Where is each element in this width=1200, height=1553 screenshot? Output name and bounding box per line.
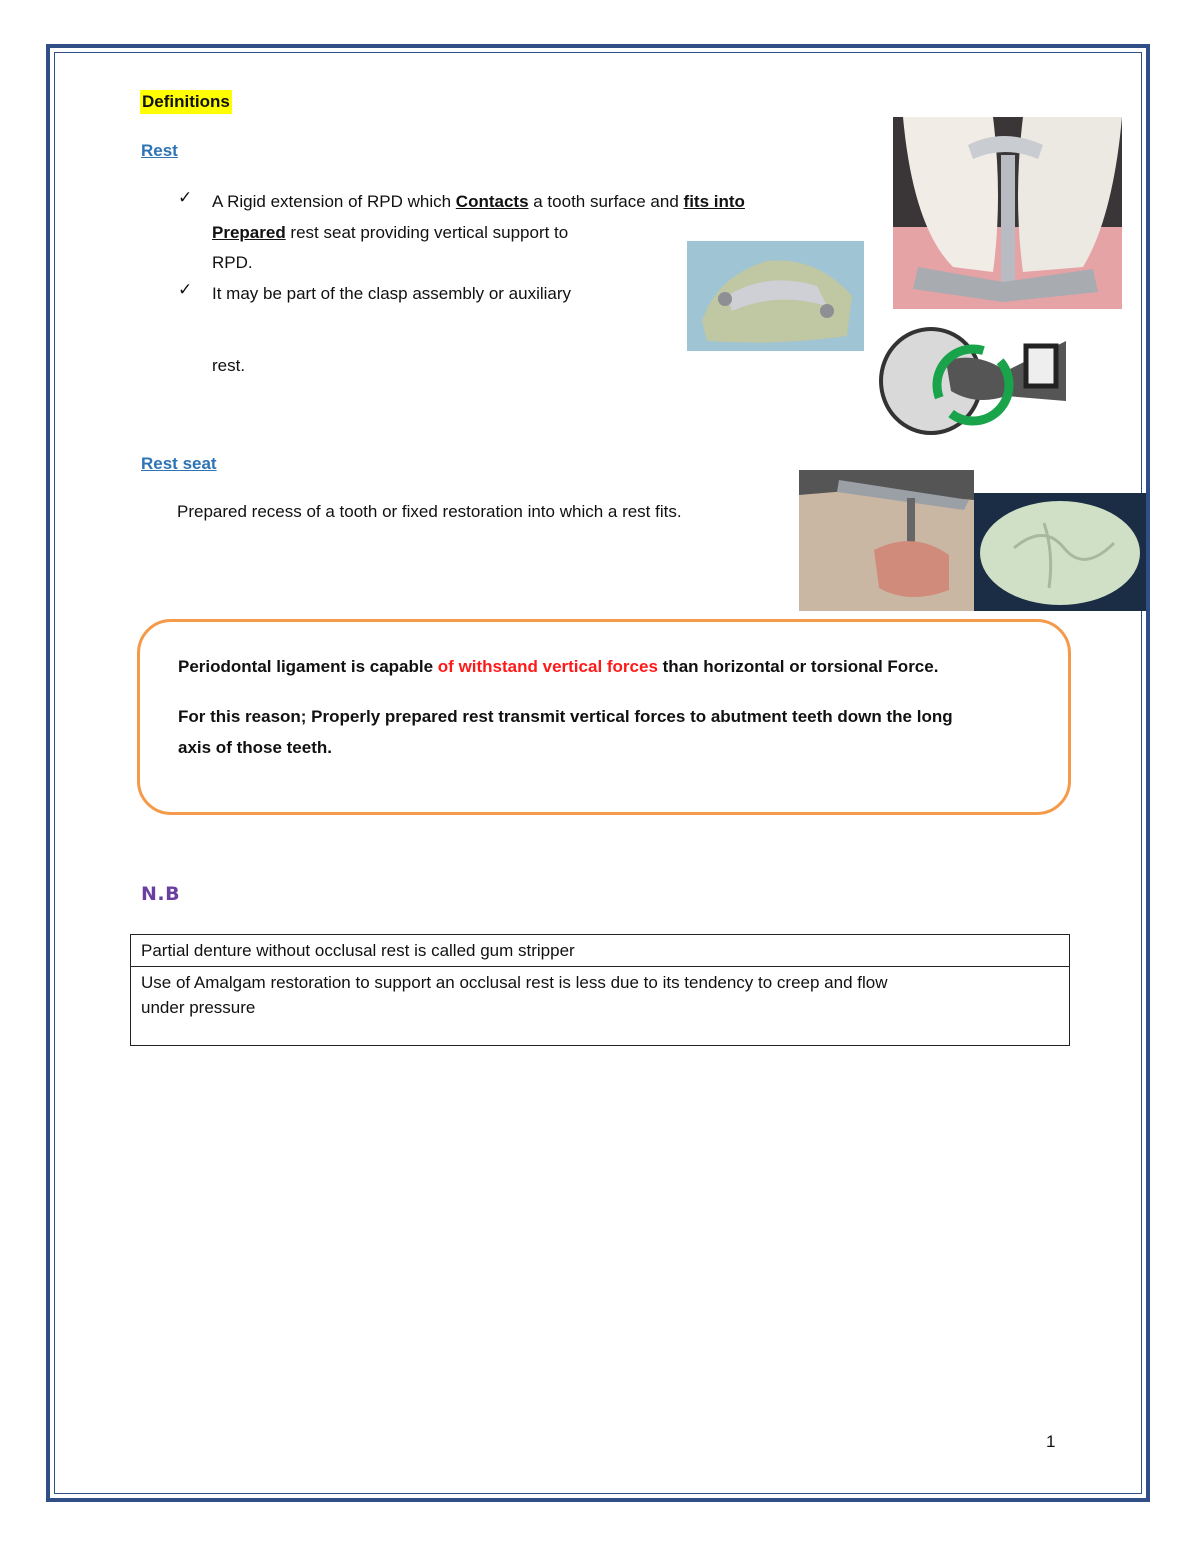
checkmark-icon: ✓ [178, 188, 193, 207]
rest-seat-heading: Rest seat [141, 454, 217, 473]
rest-seat-preparation-photo [799, 470, 974, 611]
callout-paragraph-2-line-2: axis of those teeth. [178, 738, 332, 757]
checkmark-icon: ✓ [178, 280, 193, 299]
callout-paragraph-2-line-1: For this reason; Properly prepared rest transmit vertical forces to abutment teeth down the long [178, 707, 953, 726]
clasp-closeup-photo [876, 321, 1068, 441]
rest-bullet-2-line-2: rest. [212, 356, 246, 375]
page-number: 1 [1046, 1432, 1056, 1451]
table-row [131, 935, 1070, 967]
rest-bullet-1-line-3: RPD. [212, 253, 253, 272]
rest-heading: Rest [141, 141, 178, 160]
rpd-framework-photo [687, 241, 864, 351]
periodontal-callout-box [137, 619, 1071, 815]
occlusal-surface-photo [974, 493, 1146, 611]
occlusal-rest-photo [893, 117, 1122, 309]
nb-table-cell-2: Use of Amalgam restoration to support an occlusal rest is less due to its tendency to creep and flow under pressure [131, 967, 1070, 1046]
nb-table-cell-1: Partial denture without occlusal rest is called gum stripper [131, 935, 1070, 967]
rest-seat-definition: Prepared recess of a tooth or fixed restoration into which a rest fits. [177, 502, 682, 521]
callout-paragraph-1: Periodontal ligament is capable of withstand vertical forces than horizontal or torsional Force. [178, 657, 939, 676]
nb-table [130, 934, 1070, 1046]
rest-bullet-1-line-1: A Rigid extension of RPD which Contacts a tooth surface and fits into [212, 192, 745, 211]
rest-bullet-1-line-2: Prepared rest seat providing vertical support to [212, 223, 569, 242]
table-row [131, 967, 1070, 1046]
rest-bullet-2-line-1: It may be part of the clasp assembly or auxiliary [212, 284, 572, 303]
definitions-heading: Definitions [140, 90, 232, 114]
nb-heading: N.B [141, 883, 181, 905]
